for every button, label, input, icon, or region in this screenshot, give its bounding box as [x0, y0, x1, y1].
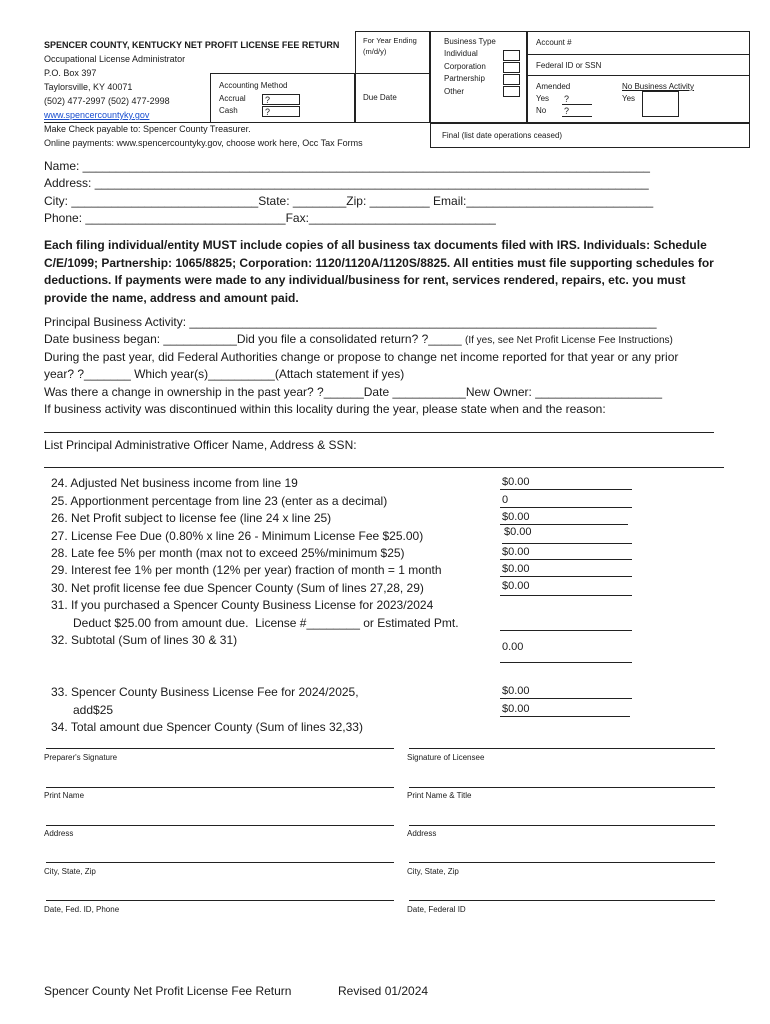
line-31-detail: Deduct $25.00 from amount due. License #________ or Estimated Pmt.	[73, 616, 459, 630]
nba-yes-label: Yes	[622, 94, 636, 103]
licensee-city-line[interactable]	[409, 862, 715, 863]
licensee-address-label: Address	[407, 829, 437, 838]
cash-field[interactable]: ?	[262, 106, 300, 117]
bt-other-label: Other	[444, 87, 465, 96]
online-payments-note: Online payments: www.spencercountyky.gov, choose work here, Occ Tax Forms	[44, 138, 363, 148]
licensee-date-line[interactable]	[409, 900, 715, 901]
line-29-value[interactable]: $0.00	[500, 563, 632, 577]
line-25: 25. Apportionment percentage from line 23 (enter as a decimal)	[51, 494, 388, 508]
footer-revised: Revised 01/2024	[338, 984, 429, 998]
preparer-date-line[interactable]	[46, 900, 394, 901]
line-31-value[interactable]	[500, 617, 632, 631]
final-label: Final (list date operations ceased)	[442, 131, 563, 140]
bt-other-checkbox[interactable]	[503, 86, 520, 97]
line-27-value[interactable]: $0.00	[502, 526, 632, 544]
preparer-signature-line[interactable]	[46, 748, 394, 749]
preparer-name-line[interactable]	[46, 787, 394, 788]
line-32: 32. Subtotal (Sum of lines 30 & 31)	[51, 633, 238, 647]
preparer-name-label: Print Name	[44, 791, 85, 800]
cash-label: Cash	[219, 106, 238, 115]
po-box: P.O. Box 397	[44, 68, 97, 78]
accrual-field[interactable]: ?	[262, 94, 300, 105]
preparer-city-line[interactable]	[46, 862, 394, 863]
line-31: 31. If you purchased a Spencer County Business License for 2023/2024	[51, 598, 434, 612]
licensee-signature-label: Signature of Licensee	[407, 753, 485, 762]
website-link[interactable]: www.spencercountyky.gov	[44, 110, 150, 120]
bt-corporation-checkbox[interactable]	[503, 62, 520, 73]
payable-note: Make Check payable to: Spencer County Treasurer.	[44, 124, 251, 134]
bt-partnership-label: Partnership	[444, 74, 485, 83]
line-28: 28. Late fee 5% per month (max not to exceed 25%/minimum $25)	[51, 546, 405, 560]
year-ending-label: For Year Ending	[363, 36, 417, 45]
licensee-date-label: Date, Federal ID	[407, 905, 466, 914]
line-34: 34. Total amount due Spencer County (Sum of lines 32,33)	[51, 720, 363, 734]
phone-numbers: (502) 477-2997 (502) 477-2998	[44, 96, 170, 106]
federal-change-question: During the past year, did Federal Authorities change or propose to change net income reported for that year or any prior	[44, 350, 679, 364]
no-business-activity-label: No Business Activity	[622, 82, 695, 91]
amended-yes-label: Yes	[536, 94, 550, 103]
ownership-change-field[interactable]: Was there a change in ownership in the past year? ?______Date ___________New Owner: ___________________	[44, 385, 663, 399]
line-26-value[interactable]: $0.00	[500, 511, 628, 525]
nba-checkbox[interactable]	[642, 91, 679, 117]
line-24: 24. Adjusted Net business income from line 19	[51, 476, 298, 490]
line-25-value[interactable]: 0	[500, 494, 632, 508]
fedid-divider	[527, 75, 750, 76]
preparer-date-label: Date, Fed. ID, Phone	[44, 905, 120, 914]
city-state-zip-email-field[interactable]: City: ____________________________State: ________Zip: _________ Email:____________________________	[44, 194, 654, 208]
business-type-label: Business Type	[444, 37, 496, 46]
line-24-value[interactable]: $0.00	[500, 476, 632, 490]
amended-yes-field[interactable]: ?	[562, 94, 592, 105]
form-title: SPENCER COUNTY, KENTUCKY NET PROFIT LICENSE FEE RETURN	[44, 40, 340, 50]
bt-partnership-checkbox[interactable]	[503, 74, 520, 85]
line-33-detail: add$25	[73, 703, 114, 717]
line-29: 29. Interest fee 1% per month (12% per year) fraction of month = 1 month	[51, 563, 442, 577]
amended-label: Amended	[536, 82, 571, 91]
bt-corporation-label: Corporation	[444, 62, 486, 71]
bt-individual-checkbox[interactable]	[503, 50, 520, 61]
preparer-address-label: Address	[44, 829, 74, 838]
date-began-text: Date business began: ___________Did you file a consolidated return? ?_____	[44, 332, 465, 346]
officer-answer-line[interactable]	[44, 467, 724, 468]
year-format-label: (m/d/y)	[363, 47, 387, 56]
federal-change-year-field[interactable]: year? ?_______ Which year(s)__________(Attach statement if yes)	[44, 367, 405, 381]
line-30: 30. Net profit license fee due Spencer County (Sum of lines 27,28, 29)	[51, 581, 424, 595]
line-28-value[interactable]: $0.00	[500, 546, 632, 560]
line-32-value[interactable]: 0.00	[500, 640, 632, 663]
licensee-address-line[interactable]	[409, 825, 715, 826]
filing-notice: Each filing individual/entity MUST include copies of all business tax documents filed with IRS. Individuals: Schedule C/E/1099; Partnership: 1065/8825; Corporation: 1120/1120A/1120S/8825. All entities must file supporting schedules for deductions. If payments were made to any individual/business for rent, services rendered, repairs, etc. you must provide the name, address and amount paid.	[44, 238, 714, 305]
account-label: Account #	[536, 38, 572, 47]
line-30-value[interactable]: $0.00	[500, 580, 632, 596]
city-address: Taylorsville, KY 40071	[44, 82, 133, 92]
licensee-city-label: City, State, Zip	[407, 867, 459, 876]
bt-individual-label: Individual	[444, 49, 478, 58]
line-33-value[interactable]: $0.00	[500, 685, 632, 699]
admin-label: Occupational License Administrator	[44, 54, 186, 64]
phone-fax-field[interactable]: Phone: ______________________________Fax:____________________________	[44, 211, 496, 225]
licensee-name-line[interactable]	[409, 787, 715, 788]
consolidated-note: (If yes, see Net Profit License Fee Instructions)	[464, 335, 673, 346]
preparer-signature-label: Preparer's Signature	[44, 753, 118, 762]
licensee-name-label: Print Name & Title	[407, 791, 472, 800]
line-34-value[interactable]: $0.00	[500, 703, 630, 717]
due-date-label: Due Date	[363, 93, 397, 102]
year-divider	[355, 73, 430, 74]
discontinued-answer-line[interactable]	[44, 432, 714, 433]
preparer-city-label: City, State, Zip	[44, 867, 96, 876]
name-field[interactable]: Name: _____________________________________________________________________________________	[44, 159, 650, 173]
line-27: 27. License Fee Due (0.80% x line 26 - Minimum License Fee $25.00)	[51, 529, 424, 543]
principal-activity-field[interactable]: Principal Business Activity: ______________________________________________________________________	[44, 315, 657, 329]
discontinued-question: If business activity was discontinued within this locality during the year, please state when and the reason:	[44, 402, 606, 416]
accrual-label: Accrual	[219, 94, 246, 103]
date-began-field[interactable]	[44, 331, 673, 350]
footer-form-name: Spencer County Net Profit License Fee Return	[44, 984, 292, 998]
licensee-signature-line[interactable]	[409, 748, 715, 749]
account-divider	[527, 54, 750, 55]
address-field[interactable]: Address: ___________________________________________________________________________________	[44, 176, 649, 190]
accounting-method-label: Accounting Method	[219, 81, 288, 90]
amended-no-label: No	[536, 106, 547, 115]
line-26: 26. Net Profit subject to license fee (line 24 x line 25)	[51, 511, 332, 525]
line-33: 33. Spencer County Business License Fee for 2024/2025,	[51, 685, 359, 699]
federal-id-label: Federal ID or SSN	[536, 61, 602, 70]
amended-no-field[interactable]: ?	[562, 106, 592, 117]
officer-question: List Principal Administrative Officer Name, Address & SSN:	[44, 438, 357, 452]
preparer-address-line[interactable]	[46, 825, 394, 826]
